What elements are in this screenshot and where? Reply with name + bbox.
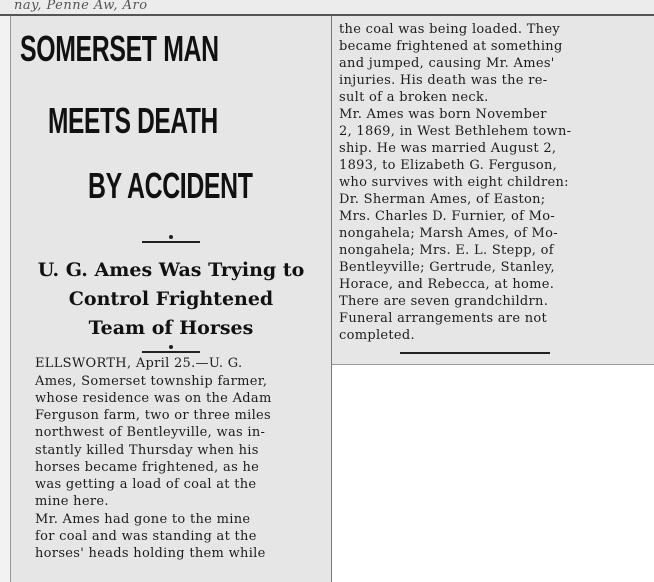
article-text-line: Ferguson farm, two or three miles	[35, 408, 272, 423]
article-text-line: northwest of Bentleyville, was in-	[35, 425, 266, 440]
article-text-line: horses became frightened, as he	[35, 460, 260, 475]
headline-line-1: SOMERSET MAN	[20, 28, 219, 69]
article-text-line: injuries. His death was the re-	[339, 73, 548, 88]
article-text-line: and jumped, causing Mr. Ames'	[339, 56, 555, 71]
headline-line-2: MEETS DEATH	[48, 100, 218, 141]
article-text-line: for coal and was standing at the	[35, 529, 257, 544]
masthead-fragment: nay, Penne Aw, Aro	[14, 0, 148, 13]
subheadline-line-1: U. G. Ames Was Trying to	[37, 259, 305, 281]
subheadline-line-2: Control Frightened	[68, 288, 274, 310]
article-text-line: was getting a load of coal at the	[35, 477, 257, 492]
article-text-line: nongahela; Mrs. E. L. Stepp, of	[339, 243, 554, 258]
article-text-line: 1893, to Elizabeth G. Ferguson,	[339, 158, 558, 173]
headline-line-3: BY ACCIDENT	[88, 165, 253, 206]
article-text-line: ELLSWORTH, April 25.—U. G.	[35, 356, 243, 371]
article-text-line: whose residence was on the Adam	[35, 391, 272, 406]
article-text-line: completed.	[339, 328, 415, 343]
subheadline-divider	[142, 351, 200, 353]
article-text-line: Horace, and Rebecca, at home.	[339, 277, 555, 292]
article-text-line: Ames, Somerset township farmer,	[35, 374, 268, 389]
article-text-line: Mr. Ames was born November	[339, 107, 547, 122]
divider-ornament	[169, 235, 173, 239]
article-text-line: 2, 1869, in West Bethlehem town-	[339, 124, 572, 139]
article-end-rule	[400, 352, 550, 354]
article-text-line: ship. He was married August 2,	[339, 141, 557, 156]
article-text-line: mine here.	[35, 494, 109, 509]
article-text-line: who survives with eight children:	[339, 175, 569, 190]
article-text-line: the coal was being loaded. They	[339, 22, 560, 37]
article-text-line: nongahela; Marsh Ames, of Mo-	[339, 226, 558, 241]
article-text-line: Mr. Ames had gone to the mine	[35, 512, 251, 527]
article-text-line: Dr. Sherman Ames, of Easton;	[339, 192, 546, 207]
headline-divider	[142, 241, 200, 243]
article-text-line: stantly killed Thursday when his	[35, 443, 259, 458]
adjacent-column-edge	[0, 16, 11, 582]
article-text-line: There are seven grandchildrn.	[339, 294, 549, 309]
article-text-line: sult of a broken neck.	[339, 90, 489, 105]
subheadline-line-3: Team of Horses	[88, 317, 254, 339]
article-text-line: horses' heads holding them while	[35, 546, 266, 561]
article-text-line: became frightened at something	[339, 39, 563, 54]
article-text-line: Funeral arrangements are not	[339, 311, 548, 326]
divider-ornament	[169, 345, 173, 349]
article-text-line: Mrs. Charles D. Furnier, of Mo-	[339, 209, 556, 224]
article-text-line: Bentleyville; Gertrude, Stanley,	[339, 260, 555, 275]
